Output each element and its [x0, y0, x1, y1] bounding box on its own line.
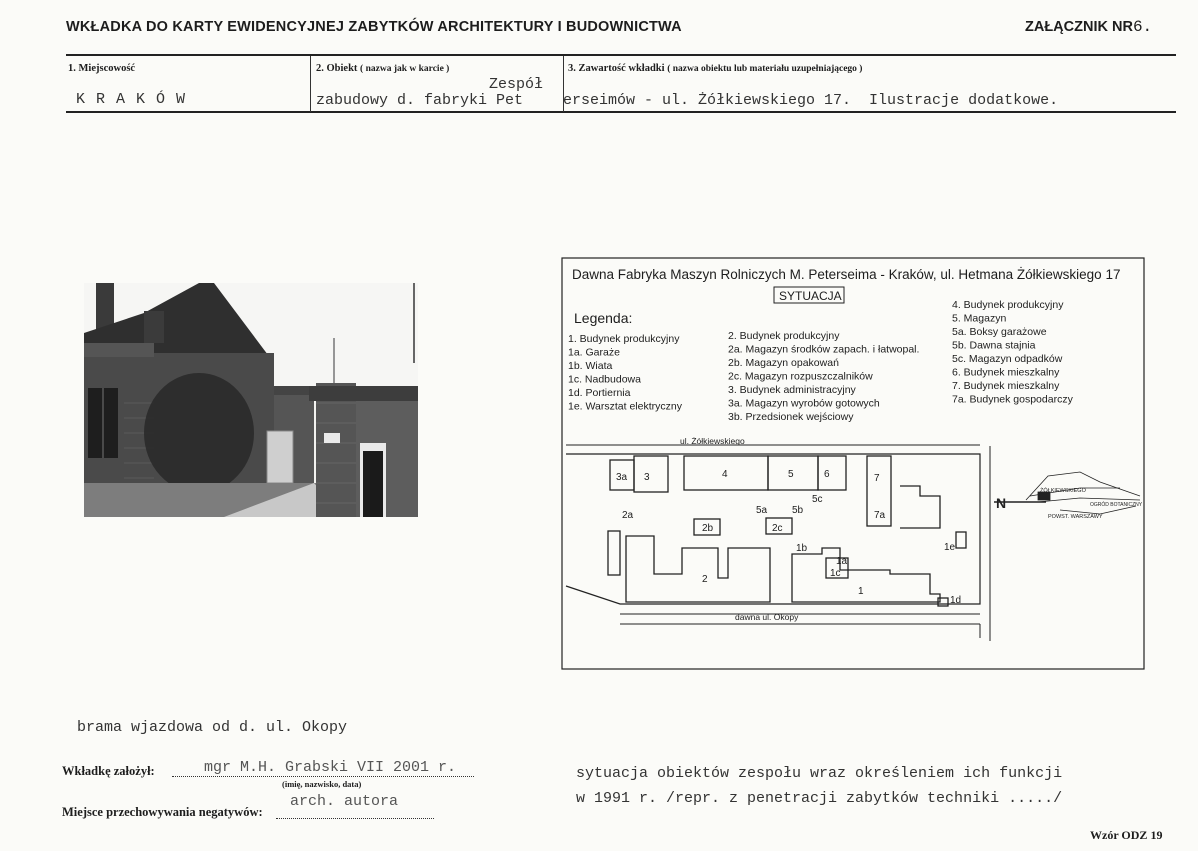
storage-value: arch. autora — [290, 793, 399, 810]
content-label — [568, 63, 862, 74]
legend-item: 5b. Dawna stajnia — [952, 339, 1036, 352]
annex-label: ZAŁĄCZNIK NR — [1025, 19, 1133, 35]
legend-item: 1a. Garaże — [568, 346, 620, 359]
building-2 — [626, 536, 770, 602]
legend-column-3 — [952, 299, 1074, 406]
building-2a — [608, 531, 620, 575]
plan-label: 3 — [644, 472, 650, 483]
plan-subtitle: SYTUACJA — [779, 289, 842, 303]
header-bottom-rule — [66, 111, 1176, 113]
legend-item: 1d. Portiernia — [568, 387, 631, 399]
gate-photograph — [84, 283, 418, 517]
legend-item: 4. Budynek produkcyjny — [952, 299, 1064, 311]
photo-caption: brama wjazdowa od d. ul. Okopy — [77, 719, 348, 736]
legend-item: 5a. Boksy garażowe — [952, 326, 1047, 338]
place-value: K R A K Ó W — [76, 91, 187, 108]
object-value-line1: Zespół — [489, 76, 544, 93]
legend-item: 1e. Warsztat elektryczny — [568, 400, 682, 413]
plan-label: 7 — [874, 473, 880, 484]
building-1 — [792, 548, 940, 602]
author-value: mgr M.H. Grabski VII 2001 r. — [204, 759, 457, 776]
plan-label: 1c — [830, 568, 841, 579]
plan-label: 2b — [702, 523, 714, 534]
plan-label: 1e — [944, 542, 956, 553]
street-bottom-label: dawna ul. Okopy — [735, 612, 799, 622]
plan-label: 2 — [702, 574, 708, 585]
object-label-main: 2. Obiekt — [316, 63, 358, 74]
plan-label: 4 — [722, 469, 728, 480]
object-value-line2: zabudowy d. fabryki Pet — [316, 92, 524, 109]
legend-item: 5. Magazyn — [952, 312, 1007, 325]
legend-item: 1b. Wiata — [568, 360, 613, 372]
plan-label: 1d — [950, 595, 962, 606]
legend-item: 3a. Magazyn wyrobów gotowych — [728, 397, 880, 410]
legend-item: 1c. Nadbudowa — [568, 373, 641, 386]
legend-item: 6. Budynek mieszkalny — [952, 366, 1060, 379]
plan-label: 3a — [616, 472, 628, 483]
object-label-sub: ( nazwa jak w karcie ) — [360, 64, 450, 74]
content-label-main: 3. Zawartość wkładki — [568, 63, 665, 74]
header-top-rule — [66, 54, 1176, 56]
plan-label: 7a — [874, 510, 886, 521]
plan-label: 5b — [792, 505, 804, 516]
author-dotted-line — [172, 776, 474, 777]
storage-label: Miejsce przechowywania negatywów: — [62, 805, 263, 819]
building-1e — [956, 532, 966, 548]
legend-item: 2b. Magazyn opakowań — [728, 357, 839, 369]
object-label — [316, 63, 449, 74]
inset-street-1: ŻÓŁKIEWSKIEGO — [1040, 488, 1086, 494]
plan-caption-line1: sytuacja obiektów zespołu wraz określeniem ich funkcji — [576, 765, 1063, 782]
street-top-label: ul. Żółkiewskiego — [680, 436, 745, 446]
plan-label: 1 — [858, 586, 864, 597]
annex-number-value: 6. — [1132, 18, 1153, 36]
legend-item: 3. Budynek administracyjny — [728, 384, 856, 396]
field-divider-1 — [310, 56, 311, 112]
legend-item: 2. Budynek produkcyjny — [728, 330, 840, 342]
plan-label: 1b — [796, 543, 808, 554]
legend-item: 7. Budynek mieszkalny — [952, 380, 1060, 392]
plan-frame — [562, 258, 1144, 669]
author-hint: (imię, nazwisko, data) — [282, 779, 362, 789]
legend-item: 7a. Budynek gospodarczy — [952, 393, 1073, 406]
inset-street-2: POWST. WARSZAWY — [1048, 514, 1103, 520]
compass-n: N — [996, 495, 1007, 511]
plan-title: Dawna Fabryka Maszyn Rolniczych M. Peterseima - Kraków, ul. Hetmana Żółkiewskiego 17 — [572, 267, 1121, 282]
buildings — [608, 456, 966, 606]
plan-label: 5c — [812, 494, 823, 505]
legend-item: 5c. Magazyn odpadków — [952, 353, 1063, 365]
plan-label: 6 — [824, 469, 830, 480]
legend-item: 1. Budynek produkcyjny — [568, 333, 680, 345]
content-value: erseimów - ul. Żółkiewskiego 17. Ilustracje dodatkowe. — [563, 92, 1059, 109]
legend-item: 3b. Przedsionek wejściowy — [728, 411, 854, 423]
plan-label: 1a — [836, 556, 848, 567]
plan-caption-line2: w 1991 r. /repr. z penetracji zabytków techniki ...../ — [576, 790, 1063, 807]
building-7-annex — [900, 486, 940, 528]
plan-label: 5a — [756, 505, 768, 516]
form-code: Wzór ODZ 19 — [1090, 828, 1163, 842]
plan-label: 5 — [788, 469, 794, 480]
author-label: Wkładkę założył: — [62, 764, 155, 778]
building-6 — [818, 456, 846, 490]
inset-street-3: OGRÓD BOTANICZNY — [1090, 502, 1143, 508]
legend-column-1 — [568, 333, 683, 413]
site-plan — [560, 256, 1146, 671]
legend-column-2 — [728, 330, 919, 423]
storage-dotted-line — [276, 818, 434, 819]
legend-title: Legenda: — [574, 310, 633, 326]
annex-number — [1025, 18, 1152, 36]
place-label: 1. Miejscowość — [68, 63, 136, 74]
legend-item: 2a. Magazyn środków zapach. i łatwopal. — [728, 343, 920, 356]
building-3 — [634, 456, 668, 492]
form-title: WKŁADKA DO KARTY EWIDENCYJNEJ ZABYTKÓW ARCHITEKTURY I BUDOWNICTWA — [66, 19, 682, 35]
plan-label: 2a — [622, 510, 634, 521]
gate-photo-drawing — [84, 283, 418, 517]
plan-label: 2c — [772, 523, 783, 534]
legend-item: 2c. Magazyn rozpuszczalników — [728, 370, 873, 383]
content-label-sub: ( nazwa obiektu lub materiału uzupełniającego ) — [667, 64, 863, 74]
site-plan-drawing — [560, 256, 1146, 671]
